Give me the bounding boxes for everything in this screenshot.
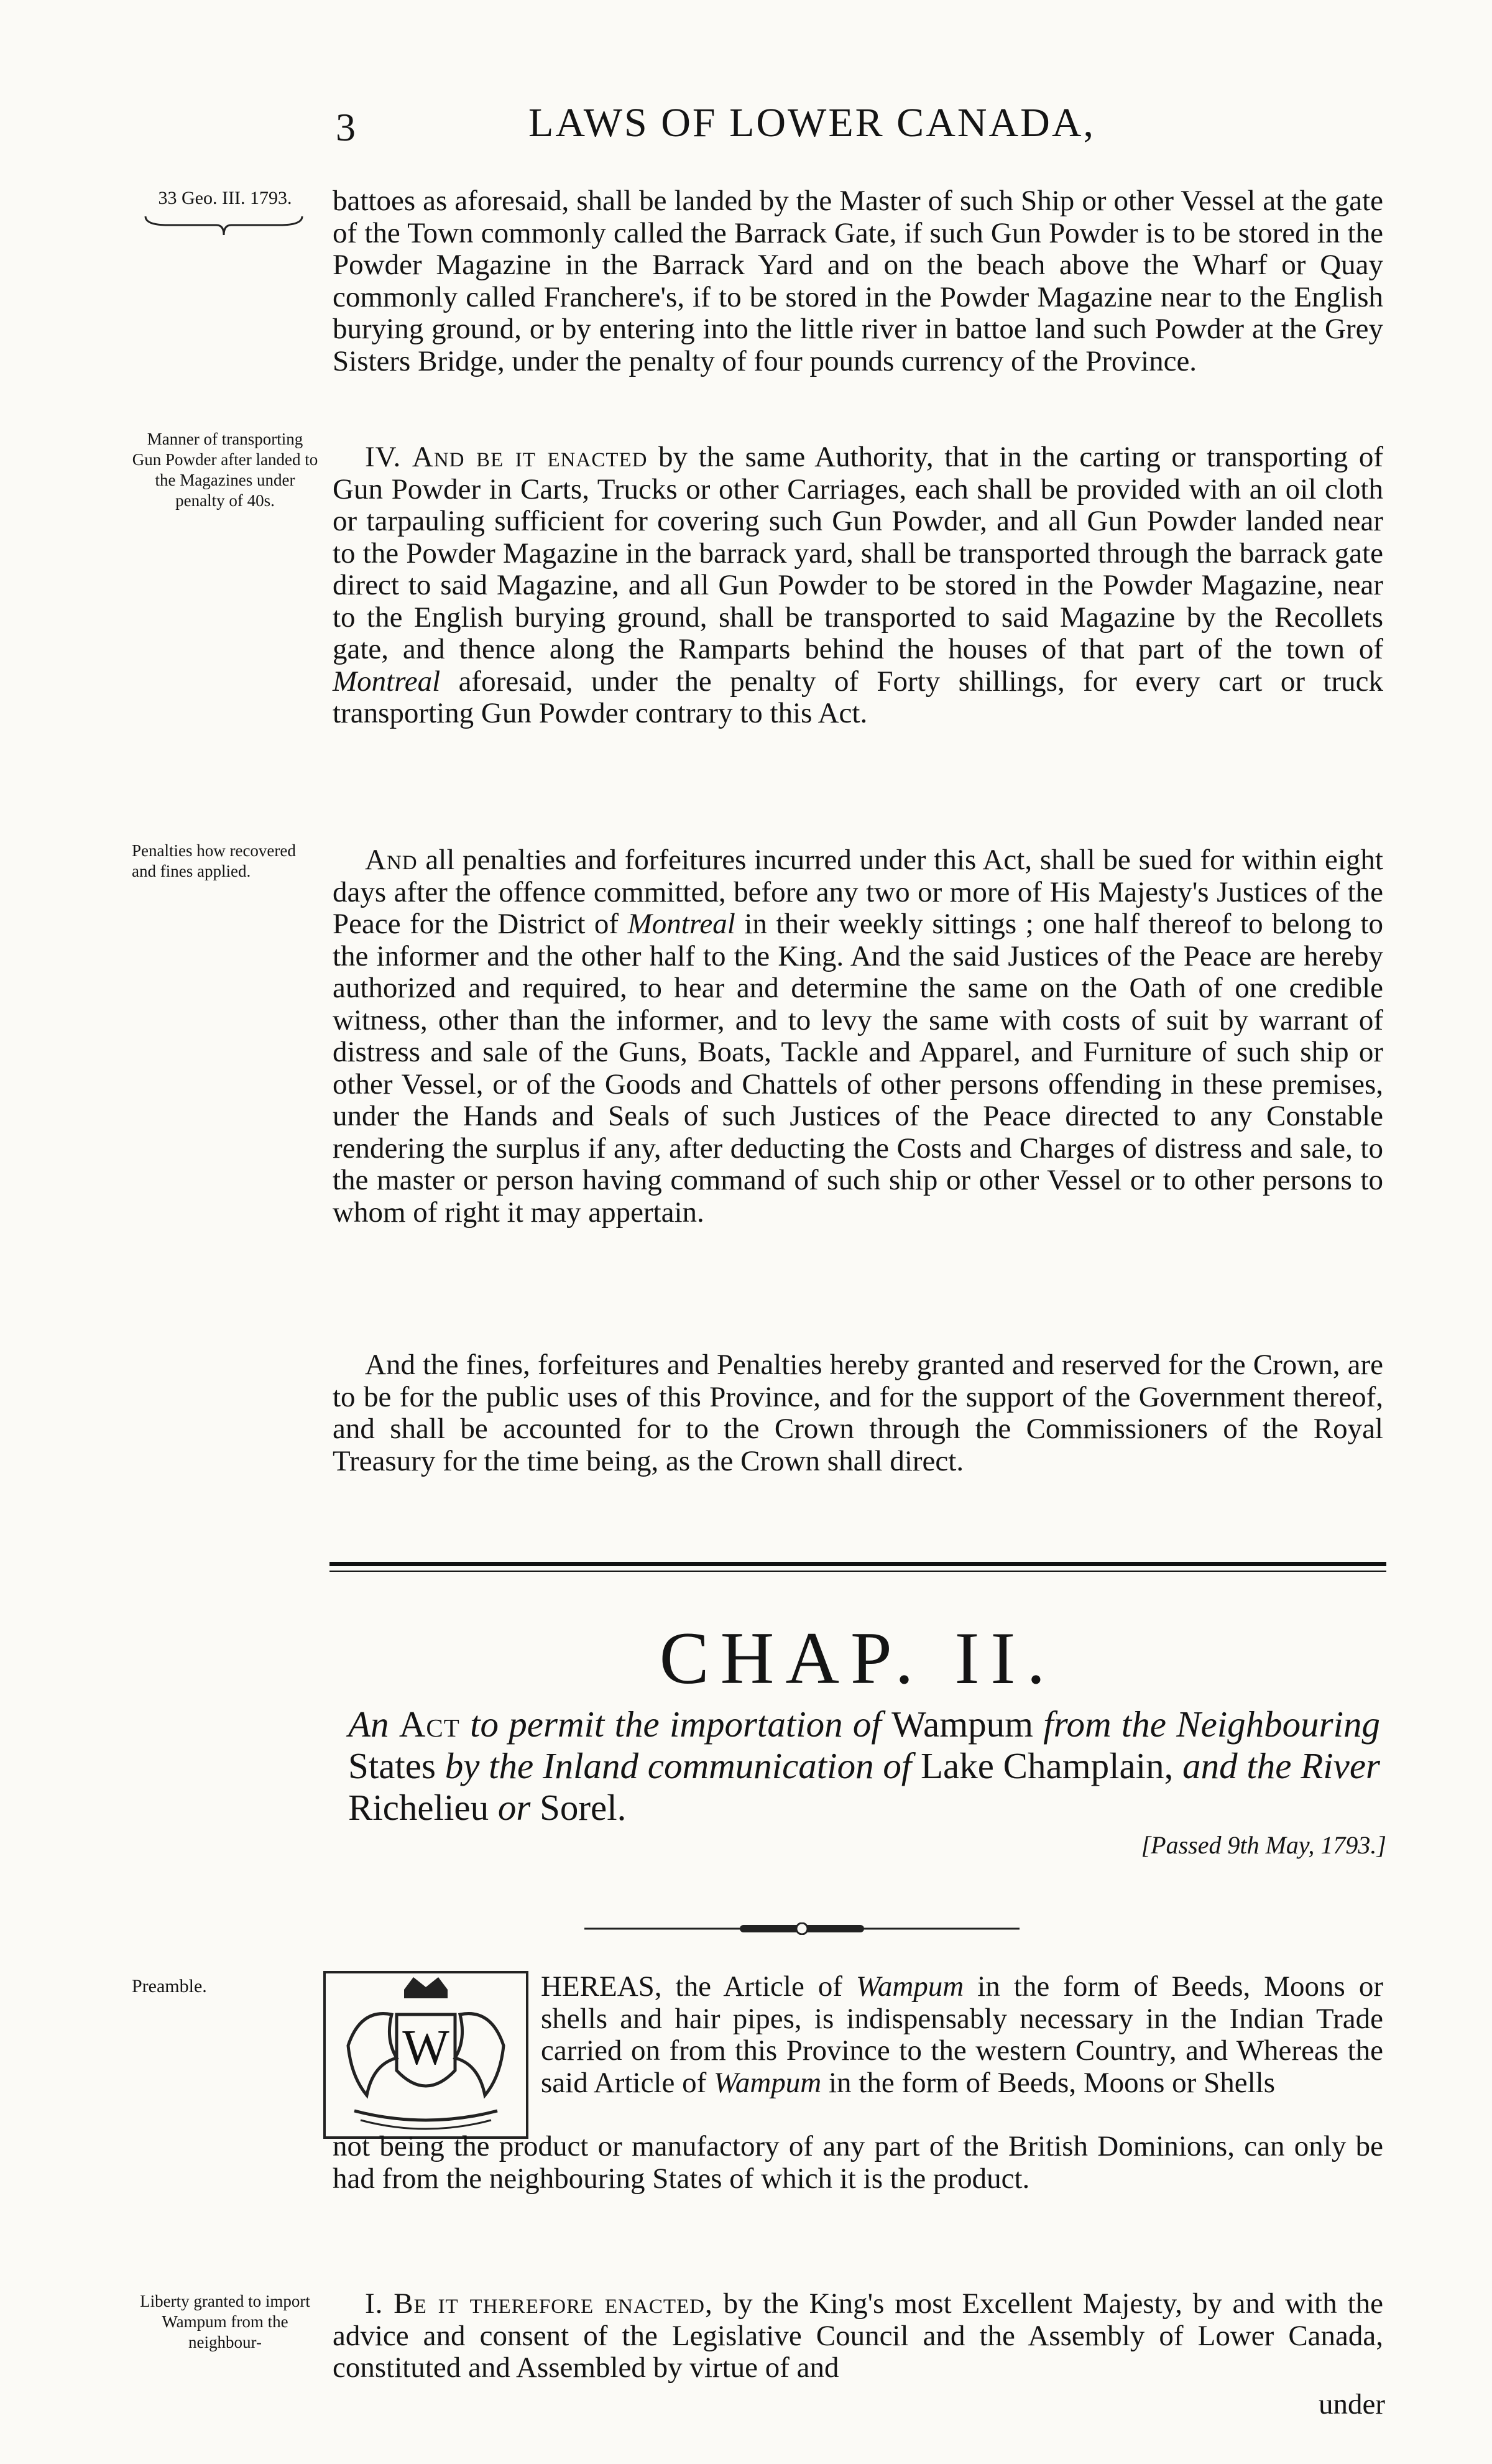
- paragraph-fines: And the fines, forfeitures and Penalties hereby granted and reserved for the Crown, are to be for the public uses of this Province, and for the support of the Government thereof, and shall be accounted for to the Crown through the Commissioners of the Royal Treasury for the time being, as the Crown shall direct.: [333, 1349, 1383, 1477]
- enacting-clause: Be it therefore enacted,: [394, 2287, 713, 2320]
- enacting-clause: And be it enacted: [412, 441, 648, 473]
- paragraph-penalties: And all penalties and forfeitures incurred under this Act, shall be sued for within eight days after the offence committed, before any two or more of His Majesty's Justices of the Peace for the District of Montreal in their weekly sittings ; one half thereof to belong to the informer and the other half to the King. And the said Justices of the Peace are hereby authorized and required, to hear and determine the same on the Oath of one credible witness, other than the informer, and to levy the same with costs of suit by warrant of distress and sale of the Guns, Boats, Tackle and Apparel, and Furniture of such ship or other Vessel, or of the Goods and Chattels of other persons offending in these premises, under the Hands and Seals of such Justices of the Peace directed to any Constable rendering the surplus if any, after deducting the Costs and Charges of distress and sale, to the master or person having command of such ship or other Vessel or to other persons to whom of right it may appertain.: [333, 844, 1383, 1229]
- section-rule-thin: [329, 1571, 1386, 1572]
- ornamental-divider: [584, 1922, 1020, 1935]
- running-head: LAWS OF LOWER CANADA,: [528, 100, 1096, 145]
- paragraph-intro: battoes as aforesaid, shall be landed by the Master of such Ship or other Vessel at the gate of the Town commonly called the Barrack Gate, if such Gun Powder is to be stored in the Powder Magazine in the Barrack Yard and on the beach above the Wharf or Quay commonly called Franchere's, if to be stored in the Powder Magazine near to the English burying ground, or by entering into the little river in battoe land such Powder at the Grey Sisters Bridge, under the penalty of four pounds currency of the Province.: [333, 185, 1383, 377]
- margin-note-penalties: Penalties how recovered and fines applied.: [132, 841, 296, 880]
- section-i: I. Be it therefore enacted, by the King's most Excellent Majesty, by and with the advice and consent of the Legislative Council and the Assembly of Lower Canada, constituted and Assembled by virtue of and: [333, 2287, 1383, 2384]
- royal-arms-initial-w: [323, 1971, 528, 2139]
- chapter-heading: CHAP. II.: [659, 1617, 1057, 1699]
- passed-date: [Passed 9th May, 1793.]: [1141, 1831, 1386, 1859]
- margin-note-liberty: Liberty granted to import Wampum from the neighbour-: [140, 2292, 310, 2351]
- catchword: under: [1318, 2388, 1385, 2420]
- section-number: I.: [365, 2287, 384, 2320]
- section-iv: IV. And be it enacted by the same Authority, that in the carting or transporting of Gun Powder in Carts, Trucks or other Carriages, each shall be provided with an oil cloth or tarpauling sufficient for covering such Gun Powder, and all Gun Powder landed near to the Powder Magazine in the barrack yard, shall be transported through the barrack gate direct to said Magazine, and all Gun Powder to be stored in the Powder Magazine, near to the English burying ground, shall be transported to said Magazine by the Recollets gate, and thence along the Ramparts behind the houses of that part of the town of Montreal aforesaid, under the penalty of Forty shillings, for every cart or truck transporting Gun Powder contrary to this Act.: [333, 441, 1383, 729]
- preamble-continuation: not being the product or manufactory of any part of the British Dominions, can only be had from the neighbouring States of which it is the product.: [333, 2130, 1383, 2195]
- section-number: IV.: [365, 441, 402, 473]
- preamble-text: HEREAS, the Article of Wampum in the form of Beeds, Moons or shells and hair pipes, is indispensably necessary in the Indian Trade carried on from this Province to the western Country, and Whereas the said Article of Wampum in the form of Beeds, Moons or Shells: [541, 1970, 1383, 2099]
- margin-note-preamble: Preamble.: [132, 1976, 207, 1996]
- margin-note-powder-transport: Manner of transporting Gun Powder after landed to the Magazines under penalty of 40s.: [132, 430, 318, 510]
- svg-text:W: W: [402, 2021, 449, 2075]
- brace-ornament: [143, 213, 305, 238]
- regnal-year-note: 33 Geo. III. 1793.: [158, 188, 292, 208]
- act-title: An Act to permit the importation of Wampum from the Neighbouring States by the Inland communication of Lake Champlain, and the River Richelieu or Sorel.: [348, 1704, 1380, 1828]
- section-rule-thick: [329, 1562, 1386, 1566]
- page-number: 3: [336, 105, 356, 149]
